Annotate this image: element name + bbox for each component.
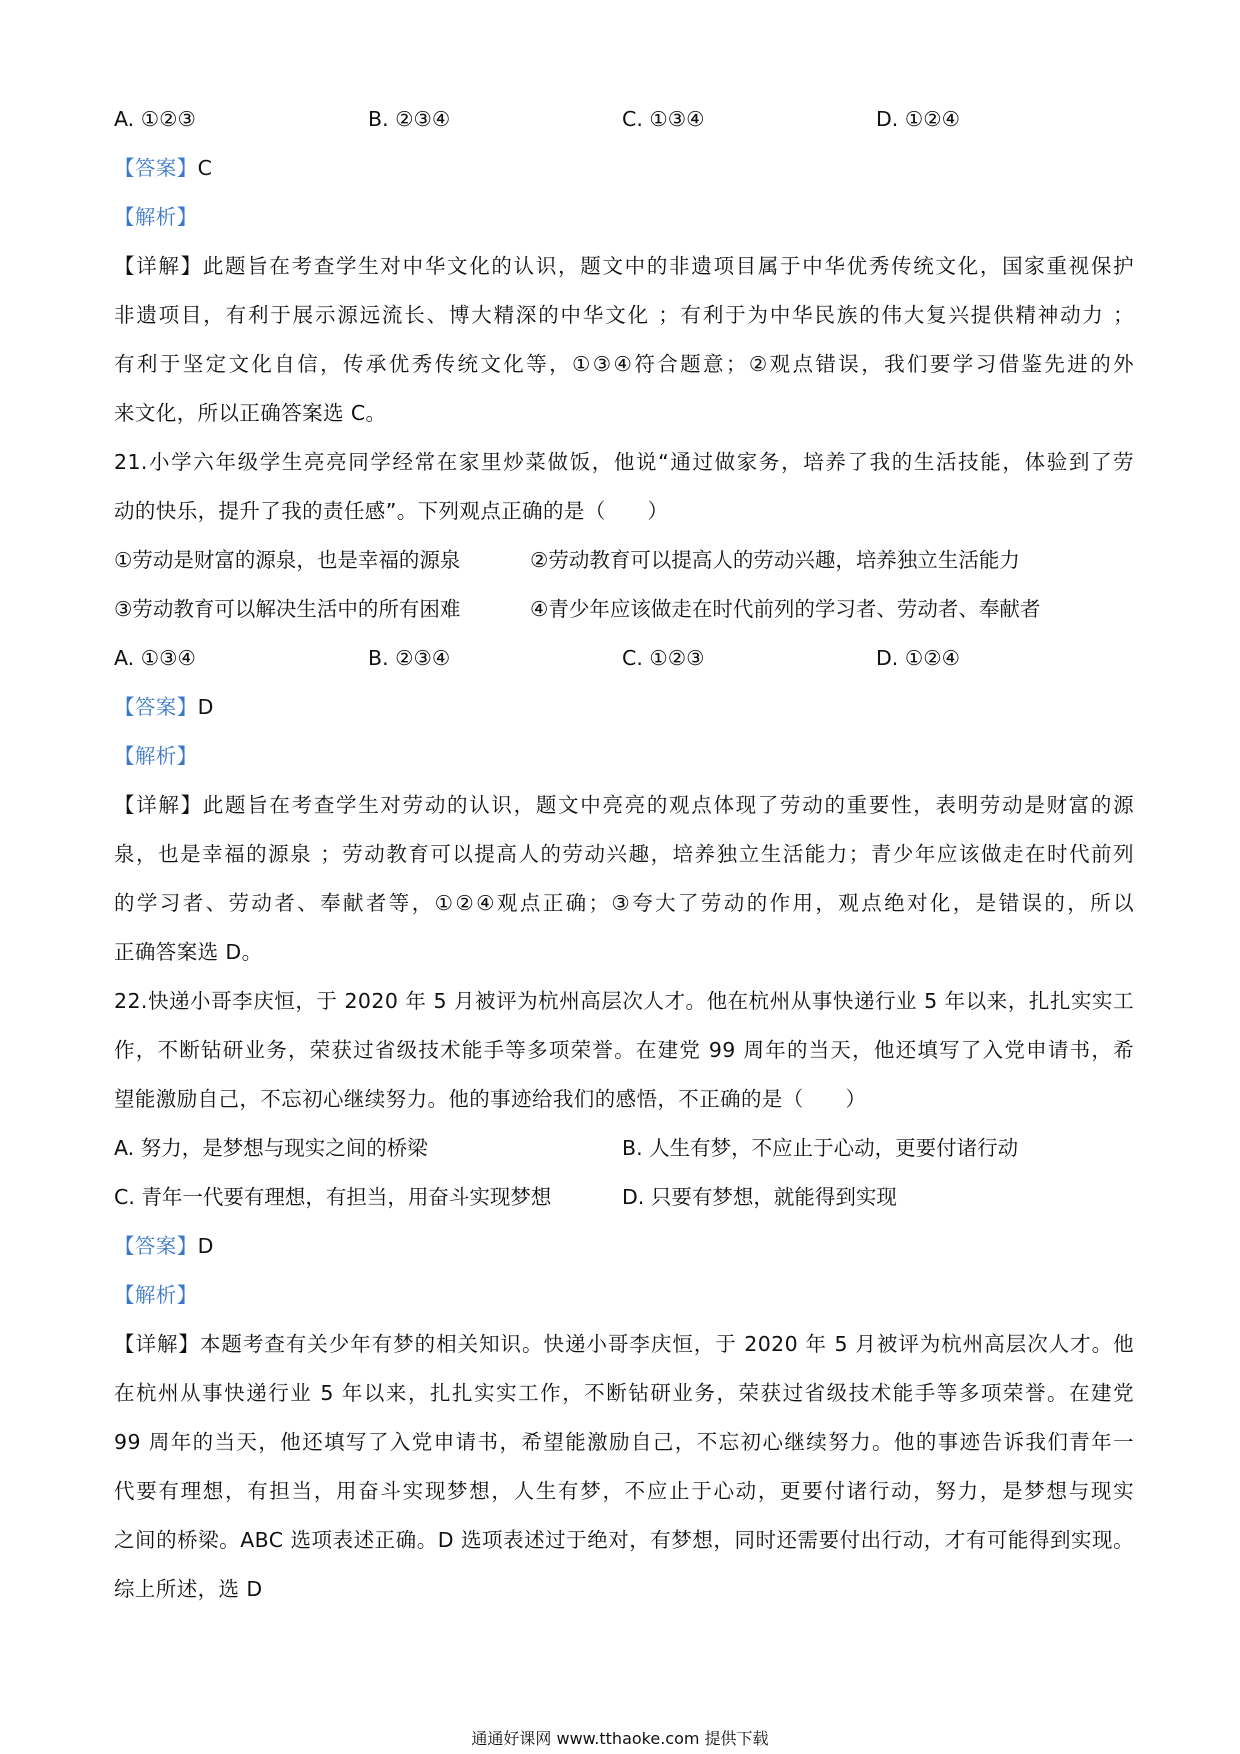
q20-option-a: A. ①②③ — [114, 107, 196, 131]
q22-detail-line: 综上所述，选 D — [114, 1577, 263, 1601]
q21-statement-2: ②劳动教育可以提高人的劳动兴趣，培养独立生活能力 — [530, 548, 1020, 572]
q21-option-c: C. ①②③ — [622, 646, 705, 670]
q20-option-c: C. ①③④ — [622, 107, 705, 131]
q22-detail-line: 99 周年的当天，他还填写了入党申请书，希望能激励自己，不忘初心继续努力。他的事迹告诉我们青年一 — [114, 1430, 1134, 1454]
q22-analysis — [114, 1280, 1134, 1310]
answer-tag: 【答案】 — [114, 1234, 198, 1258]
q21-detail-line: 正确答案选 D。 — [114, 940, 263, 964]
detail-text: 此题旨在考查学生对劳动的认识，题文中亮亮的观点体现了劳动的重要性，表明劳动是财富的源 — [202, 793, 1134, 817]
answer-tag: 【答案】 — [114, 695, 198, 719]
q21-stem-line: 动的快乐，提升了我的责任感”。下列观点正确的是（ ） — [114, 499, 669, 523]
q20-detail-line: 非遗项目，有利于展示源远流长、博大精深的中华文化 ；有利于为中华民族的伟大复兴提供精神动力 ； — [114, 303, 1134, 327]
q20-detail-line — [114, 251, 1134, 281]
q22-detail-line: 代要有理想，有担当，用奋斗实现梦想，人生有梦，不应止于心动，更要付诸行动，努力，是梦想与现实 — [114, 1479, 1134, 1503]
q21-analysis — [114, 741, 1134, 771]
q21-detail-line: 的学习者、劳动者、奉献者等，①②④观点正确；③夸大了劳动的作用，观点绝对化，是错误的，所以 — [114, 891, 1134, 915]
q20-option-d: D. ①②④ — [876, 107, 960, 131]
analysis-tag: 【解析】 — [114, 205, 198, 229]
detail-text: 本题考查有关少年有梦的相关知识。快递小哥李庆恒，于 2020 年 5 月被评为杭州高层次人才。他 — [199, 1332, 1134, 1356]
q22-option-b: B. 人生有梦，不应止于心动，更要付诸行动 — [622, 1136, 1019, 1160]
q22-detail-line: 之间的桥梁。ABC 选项表述正确。D 选项表述过于绝对，有梦想，同时还需要付出行动，才有可能得到实现。 — [114, 1528, 1134, 1552]
q22-answer — [114, 1231, 1134, 1261]
q20-option-b: B. ②③④ — [368, 107, 451, 131]
q22-detail-line — [114, 1329, 1134, 1359]
detail-tag: 【详解】 — [114, 1332, 200, 1356]
detail-text: 此题旨在考查学生对中华文化的认识，题文中的非遗项目属于中华优秀传统文化，国家重视保护 — [202, 254, 1134, 278]
q20-analysis — [114, 202, 1134, 232]
q21-detail-line: 泉，也是幸福的源泉 ；劳动教育可以提高人的劳动兴趣，培养独立生活能力；青少年应该做走在时代前列 — [114, 842, 1134, 866]
q22-stem-line: 望能激励自己，不忘初心继续努力。他的事迹给我们的感悟，不正确的是（ ） — [114, 1087, 867, 1111]
q21-option-d: D. ①②④ — [876, 646, 960, 670]
q21-answer — [114, 692, 1134, 722]
q21-option-b: B. ②③④ — [368, 646, 451, 670]
q22-option-a: A. 努力，是梦想与现实之间的桥梁 — [114, 1136, 428, 1160]
page-footer: 通通好课网 www.tthaoke.com 提供下载 — [471, 1729, 769, 1748]
analysis-tag: 【解析】 — [114, 1283, 198, 1307]
detail-tag: 【详解】 — [114, 254, 203, 278]
answer-value: D — [197, 695, 214, 719]
q22-stem-line: 作，不断钻研业务，荣获过省级技术能手等多项荣誉。在建党 99 周年的当天，他还填写了入党申请书，希 — [114, 1038, 1134, 1062]
q21-option-a: A. ①③④ — [114, 646, 196, 670]
q20-answer — [114, 153, 1134, 183]
analysis-tag: 【解析】 — [114, 744, 198, 768]
detail-tag: 【详解】 — [114, 793, 203, 817]
answer-value: C — [197, 156, 213, 180]
q21-statement-1: ①劳动是财富的源泉，也是幸福的源泉 — [114, 548, 461, 572]
q22-option-c: C. 青年一代要有理想，有担当，用奋斗实现梦想 — [114, 1185, 552, 1209]
q22-detail-line: 在杭州从事快递行业 5 年以来，扎扎实实工作，不断钻研业务，荣获过省级技术能手等多项荣誉。在建党 — [114, 1381, 1134, 1405]
q20-detail-line: 来文化，所以正确答案选 C。 — [114, 401, 387, 425]
q21-statement-4: ④青少年应该做走在时代前列的学习者、劳动者、奉献者 — [530, 597, 1041, 621]
q21-statement-3: ③劳动教育可以解决生活中的所有困难 — [114, 597, 461, 621]
q21-detail-line — [114, 790, 1134, 820]
answer-value: D — [197, 1234, 214, 1258]
answer-tag: 【答案】 — [114, 156, 198, 180]
q22-option-d: D. 只要有梦想，就能得到实现 — [622, 1185, 897, 1209]
q20-detail-line: 有利于坚定文化自信，传承优秀传统文化等，①③④符合题意；②观点错误，我们要学习借鉴先进的外 — [114, 352, 1134, 376]
q21-stem-line: 21.小学六年级学生亮亮同学经常在家里炒菜做饭，他说“通过做家务，培养了我的生活技能，体验到了劳 — [114, 450, 1134, 474]
q22-stem-line: 22.快递小哥李庆恒，于 2020 年 5 月被评为杭州高层次人才。他在杭州从事快递行业 5 年以来，扎扎实实工 — [114, 989, 1134, 1013]
